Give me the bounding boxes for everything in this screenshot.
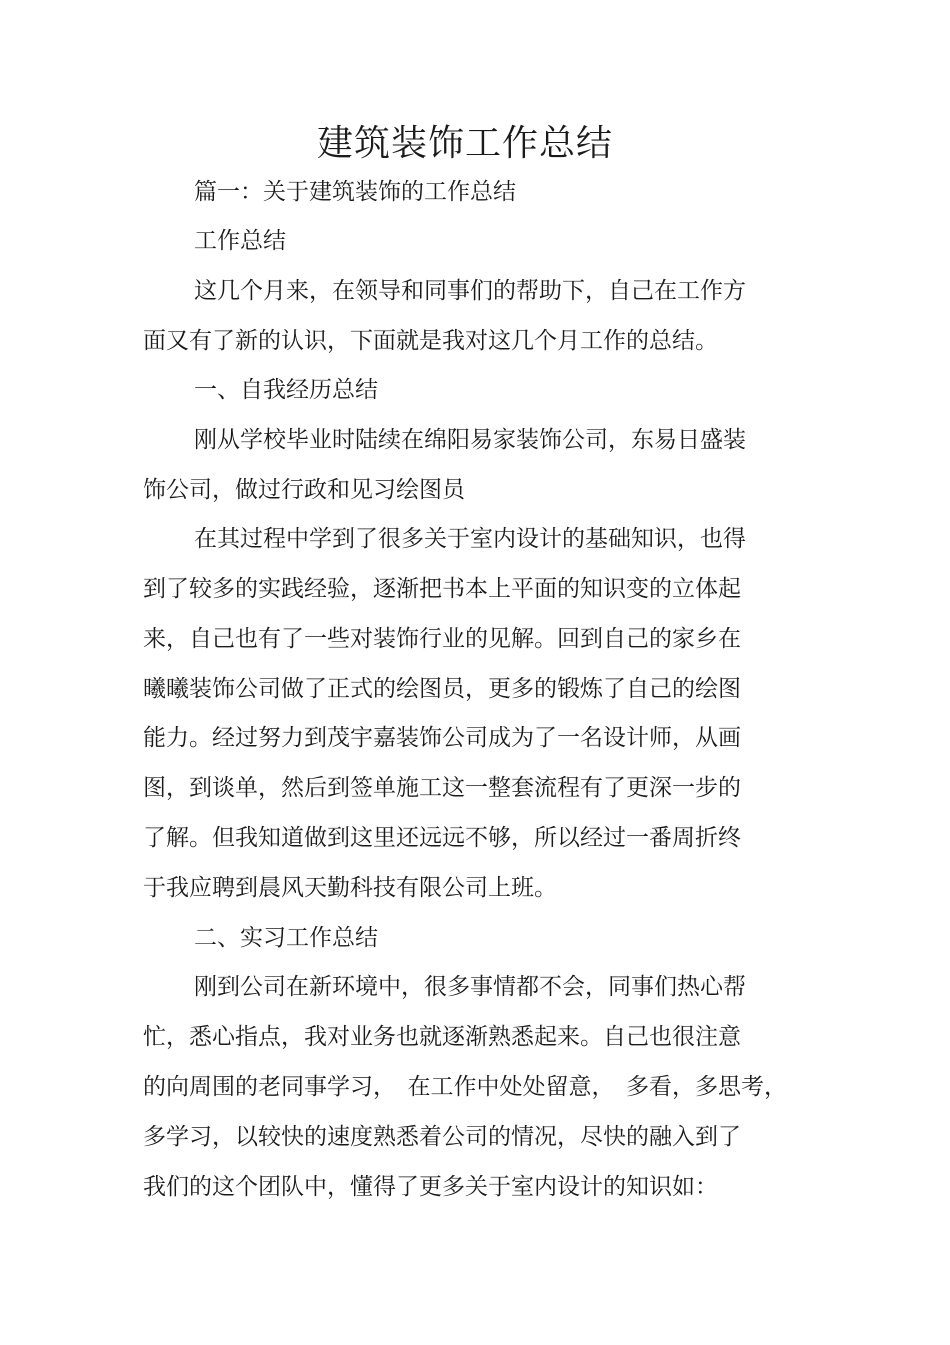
paragraph-line: 来，自己也有了一些对装饰行业的见解。回到自己的家乡在 bbox=[143, 626, 741, 652]
paragraph-line: 能力。经过努力到茂宇嘉装饰公司成为了一名设计师，从画 bbox=[143, 725, 741, 751]
paragraph-line: 图，到谈单，然后到签单施工这一整套流程有了更深一步的 bbox=[143, 775, 741, 801]
paragraph-line: 曦曦装饰公司做了正式的绘图员，更多的锻炼了自己的绘图 bbox=[143, 676, 741, 702]
section-heading: 工作总结 bbox=[194, 228, 286, 254]
paragraph-line: 了解。但我知道做到这里还远远不够，所以经过一番周折终 bbox=[143, 825, 741, 851]
section-heading: 一、自我经历总结 bbox=[194, 377, 378, 403]
subtitle-line: 篇一：关于建筑装饰的工作总结 bbox=[194, 179, 516, 205]
paragraph-line: 在其过程中学到了很多关于室内设计的基础知识，也得 bbox=[194, 526, 746, 552]
paragraph-line: 的向周围的老同事学习， 在工作中处处留意， 多看，多思考， bbox=[143, 1074, 787, 1100]
paragraph-line: 我们的这个团队中，懂得了更多关于室内设计的知识如： bbox=[143, 1174, 718, 1200]
paragraph-line: 这几个月来，在领导和同事们的帮助下，自己在工作方 bbox=[194, 278, 746, 304]
document-title: 建筑装饰工作总结 bbox=[316, 123, 613, 164]
paragraph-line: 饰公司，做过行政和见习绘图员 bbox=[143, 477, 465, 503]
paragraph-line: 忙，悉心指点，我对业务也就逐渐熟悉起来。自己也很注意 bbox=[143, 1024, 741, 1050]
section-heading: 二、实习工作总结 bbox=[194, 925, 378, 951]
paragraph-line: 面又有了新的认识，下面就是我对这几个月工作的总结。 bbox=[143, 328, 718, 354]
paragraph-line: 到了较多的实践经验，逐渐把书本上平面的知识变的立体起 bbox=[143, 576, 741, 602]
paragraph-line: 刚从学校毕业时陆续在绵阳易家装饰公司，东易日盛装 bbox=[194, 427, 746, 453]
paragraph-line: 多学习，以较快的速度熟悉着公司的情况，尽快的融入到了 bbox=[143, 1124, 741, 1150]
paragraph-line: 于我应聘到晨风天勤科技有限公司上班。 bbox=[143, 875, 557, 901]
paragraph-line: 刚到公司在新环境中，很多事情都不会，同事们热心帮 bbox=[194, 974, 746, 1000]
